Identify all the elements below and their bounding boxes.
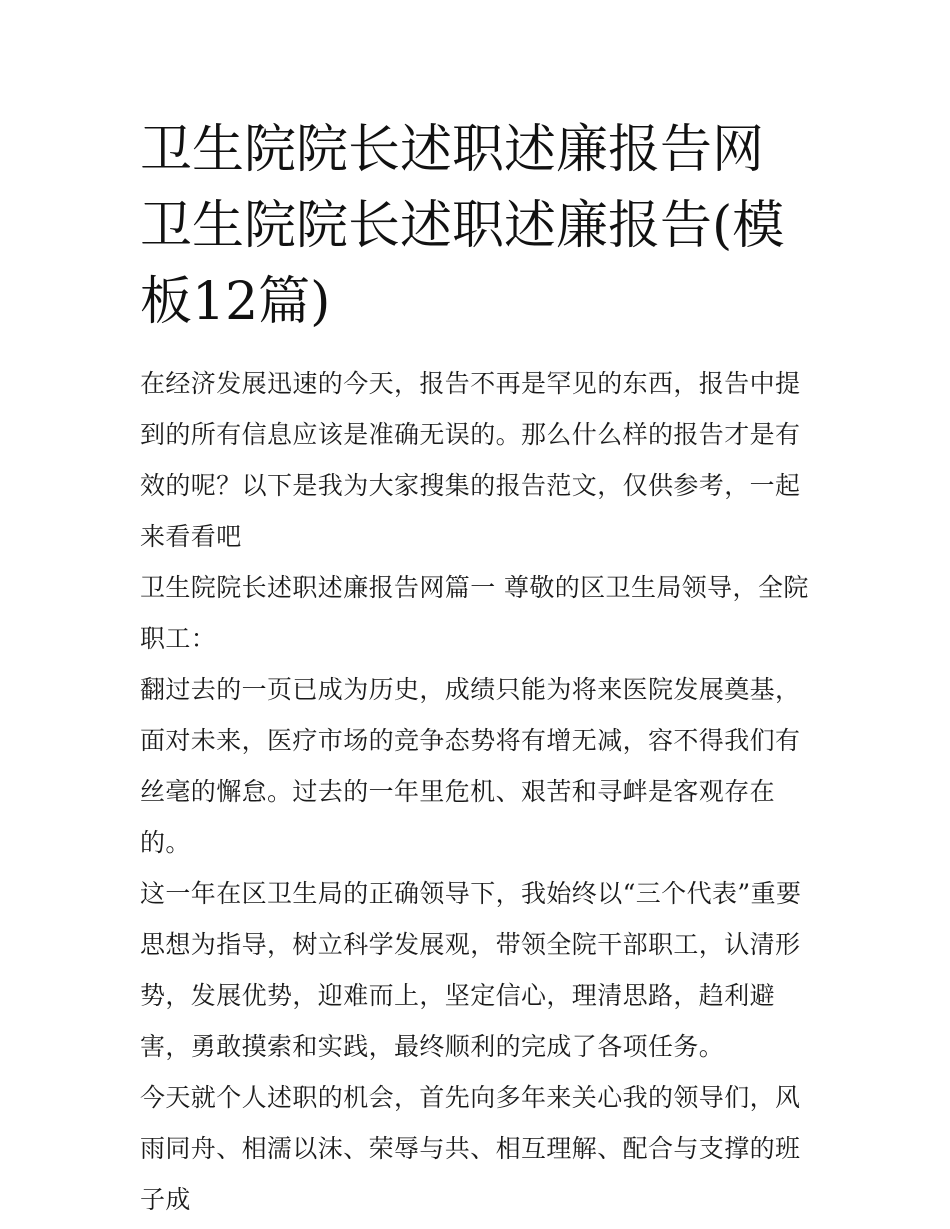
document-body xyxy=(140,112,815,1225)
paragraph-body-2: 这一年在区卫生局的正确领导下，我始终以“三个代表”重要思想为指导，树立科学发展观，带领全院干部职工，认清形势，发展优势，迎难而上，坚定信心，理清思路，趋利避害，勇敢摸索和实践，最终顺利的完成了各项任务。 xyxy=(140,879,802,1061)
paragraph-body-3: 今天就个人述职的机会，首先向多年来关心我的领导们，风雨同舟、相濡以沫、荣辱与共、相互理解、配合与支撑的班子成 xyxy=(140,1083,801,1214)
document-title: 卫生院院长述职述廉报告网 卫生院院长述职述廉报告(模板12篇) xyxy=(140,120,785,332)
paragraph-intro: 在经济发展迅速的今天，报告不再是罕见的东西，报告中提到的所有信息应该是准确无误的。那么什么样的报告才是有效的呢？以下是我为大家搜集的报告范文，仅供参考，一起来看看吧 xyxy=(140,369,801,551)
paragraph-salutation: 卫生院院长述职述廉报告网篇一 尊敬的区卫生局领导，全院职工： xyxy=(140,573,809,653)
paragraph-body-1: 翻过去的一页已成为历史，成绩只能为将来医院发展奠基，面对未来，医疗市场的竞争态势将有增无减，容不得我们有丝毫的懈怠。过去的一年里危机、艰苦和寻衅是客观存在的。 xyxy=(140,675,801,857)
